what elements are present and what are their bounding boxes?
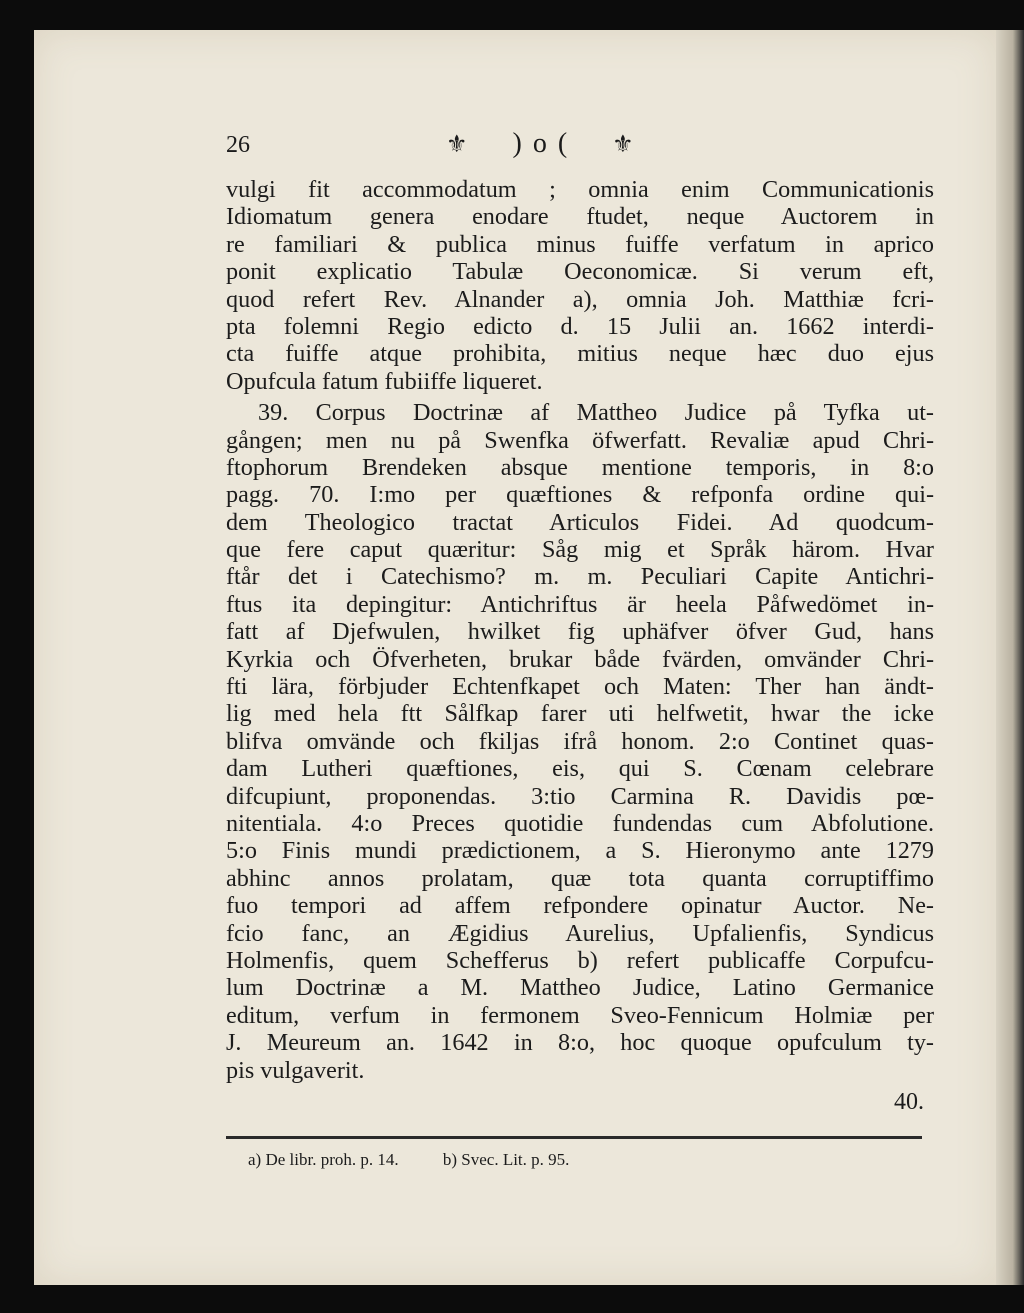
text-line: ftår det i Catechismo? m. m. Peculiari Capite Antichri-: [226, 563, 934, 591]
text-line: 39. Corpus Doctrinæ af Mattheo Judice på Tyfka ut-: [258, 399, 934, 427]
footnote-b: b) Svec. Lit. p. 95.: [442, 1150, 570, 1169]
page-number: 26: [226, 132, 250, 158]
text-line: cta fuiffe atque prohibita, mitius neque hæc duo ejus: [226, 340, 934, 368]
text-line: Kyrkia och Öfverheten, brukar både fvärden, omvänder Chri-: [226, 645, 934, 673]
text-line: fti lära, förbjuder Echtenfkapet och Maten: Ther han ändt-: [226, 673, 934, 701]
text-line: Opufcula fatum fubiiffe liqueret.: [226, 367, 543, 395]
text-line: Holmenfis, quem Schefferus b) refert publicaffe Corpufcu-: [226, 946, 934, 974]
text-line: lig med hela ftt Sålfkap farer uti helfwetit, hwar the icke: [226, 700, 934, 728]
text-line: que fere caput quæritur: Såg mig et Språk härom. Hvar: [226, 536, 934, 564]
catchword: 40.: [894, 1089, 924, 1115]
text-line: pagg. 70. I:mo per quæftiones & refponfa ordine qui-: [226, 481, 934, 509]
footnote-rule: [226, 1136, 922, 1139]
text-line: dem Theologico tractat Articulos Fidei. Ad quodcum-: [226, 508, 934, 536]
page-edge: [996, 30, 1024, 1285]
text-line: re familiari & publica minus fuiffe verfatum in aprico: [226, 230, 934, 258]
running-head-text: ) o (: [512, 128, 570, 159]
text-line: ponit explicatio Tabulæ Oeconomicæ. Si verum eft,: [226, 258, 934, 286]
fleuron-left-icon: ⚜: [446, 132, 470, 158]
text-line: dam Lutheri quæftiones, eis, qui S. Cœnam celebrare: [226, 755, 934, 783]
text-line: gången; men nu på Swenfka öfwerfatt. Revaliæ apud Chri-: [226, 426, 934, 454]
running-head: [446, 128, 636, 160]
text-line: pta folemni Regio edicto d. 15 Julii an. 1662 interdi-: [226, 312, 934, 340]
text-line: pis vulgaverit.: [226, 1056, 365, 1084]
text-line: difcupiunt, proponendas. 3:tio Carmina R. Davidis pœ-: [226, 782, 934, 810]
text-line: 5:o Finis mundi prædictionem, a S. Hieronymo ante 1279: [226, 837, 934, 865]
text-line: vulgi fit accommodatum ; omnia enim Communicationis: [226, 176, 934, 203]
text-line: ftophorum Brendeken absque mentione temporis, in 8:o: [226, 453, 934, 481]
text-line: ftus ita depingitur: Antichriftus är heela Påfwedömet in-: [226, 590, 934, 618]
fleuron-right-icon: ⚜: [612, 132, 636, 158]
text-line: J. Meureum an. 1642 in 8:o, hoc quoque opufculum ty-: [226, 1029, 934, 1057]
text-line: fatt af Djefwulen, hwilket fig uphäfver öfver Gud, hans: [226, 618, 934, 646]
text-line: Idiomatum genera enodare ftudet, neque Auctorem in: [226, 203, 934, 231]
text-line: nitentiala. 4:o Preces quotidie fundendas cum Abfolutione.: [226, 809, 934, 837]
body-text: [226, 176, 934, 1084]
footnotes: [248, 1150, 569, 1170]
text-line: lum Doctrinæ a M. Mattheo Judice, Latino Germanice: [226, 974, 934, 1002]
text-line: quod refert Rev. Alnander a), omnia Joh. Matthiæ fcri-: [226, 285, 934, 313]
text-line: editum, verfum in fermonem Sveo-Fennicum Holmiæ per: [226, 1001, 934, 1029]
text-line: blifva omvände och fkiljas ifrå honom. 2:o Continet quas-: [226, 727, 934, 755]
text-line: fuo tempori ad affem refpondere opinatur Auctor. Ne-: [226, 892, 934, 920]
footnote-a: a) De libr. proh. p. 14.: [248, 1150, 399, 1169]
text-line: abhinc annos prolatam, quæ tota quanta corruptiffimo: [226, 864, 934, 892]
text-line: fcio fanc, an Ægidius Aurelius, Upfalienfis, Syndicus: [226, 919, 934, 947]
page-header: [226, 128, 746, 168]
